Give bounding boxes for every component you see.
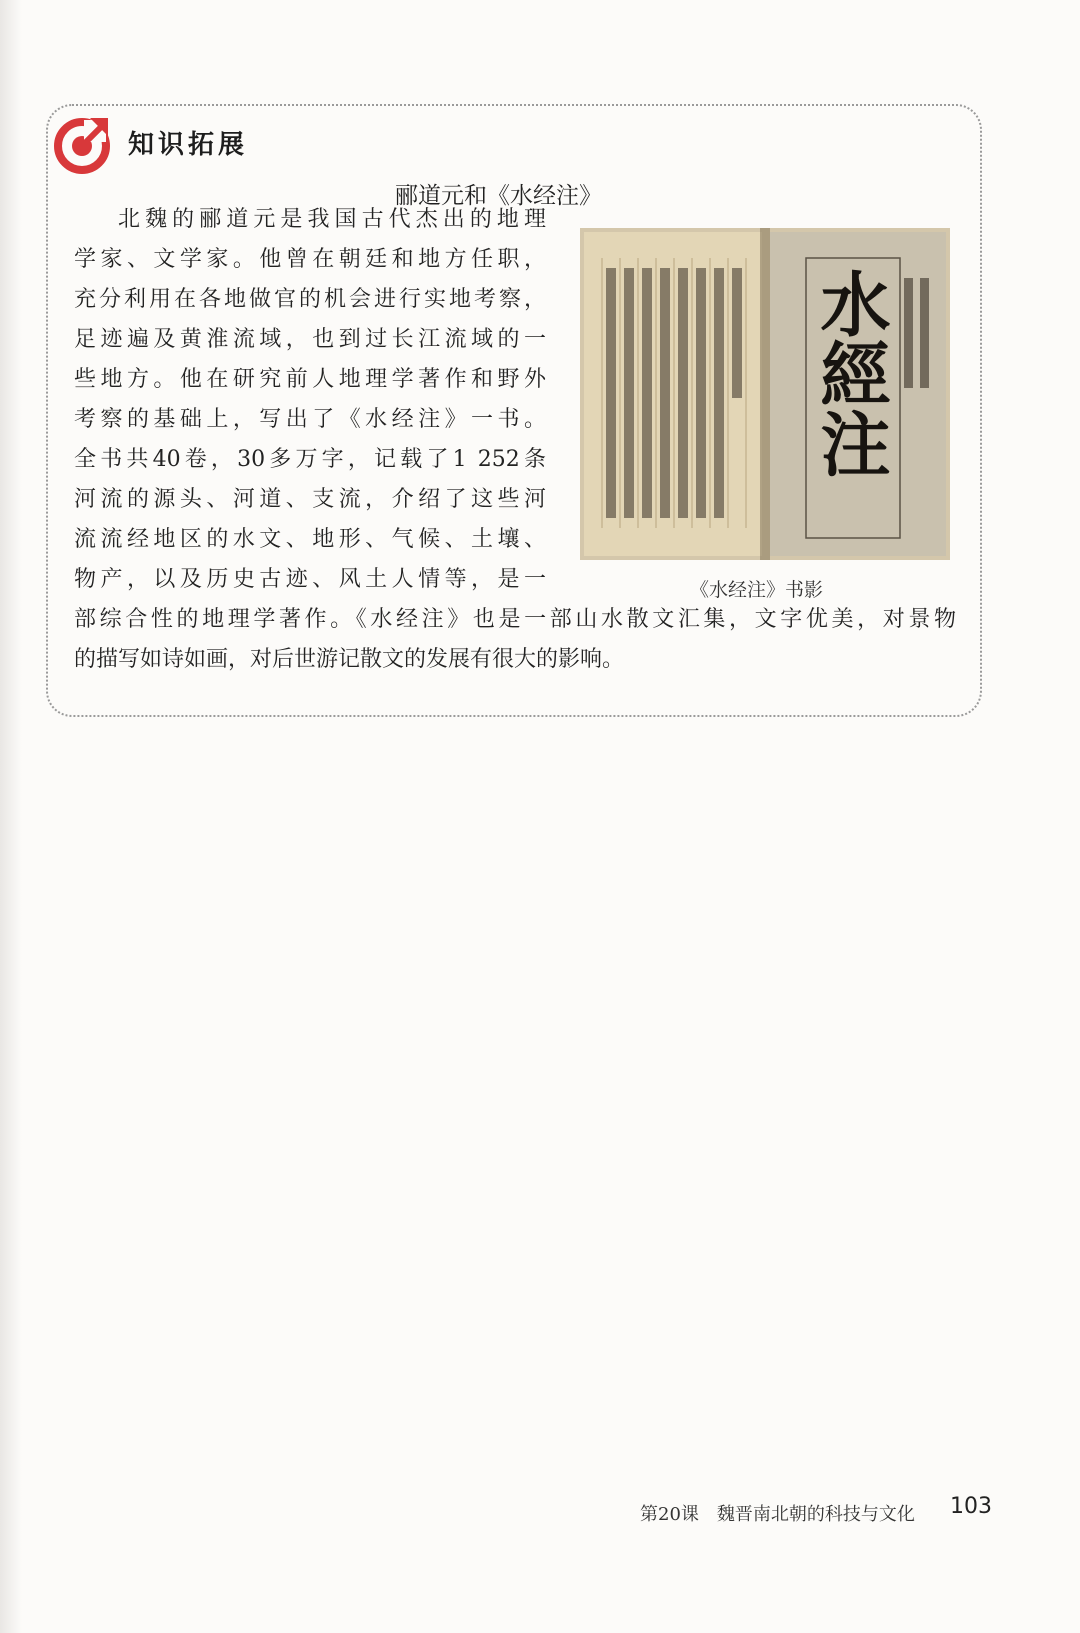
article-title: 郦道元和《水经注》 (395, 183, 602, 209)
footer-lesson-title: 第20课 魏晋南北朝的科技与文化 (640, 1504, 915, 1525)
book-cover-title: 水經注 (809, 268, 892, 478)
knowledge-expansion-icon (50, 112, 114, 176)
paragraph-line: 物产，以及历史古迹、风土人情等，是一 (74, 567, 546, 592)
paragraph-line: 河流的源头、河道、支流，介绍了这些河 (74, 487, 546, 512)
paragraph-line: 部综合性的地理学著作。《水经注》也是一部山水散文汇集，文字优美，对景物 (74, 607, 956, 632)
paragraph-line: 考察的基础上，写出了《水经注》一书。 (74, 407, 546, 432)
paragraph-line: 全书共40卷，30多万字，记载了1 252条 (74, 447, 546, 472)
paragraph-line: 充分利用在各地做官的机会进行实地考察， (74, 287, 546, 312)
page-gutter-shadow (0, 0, 22, 1633)
paragraph-line: 北魏的郦道元是我国古代杰出的地理 (118, 207, 546, 232)
book-photo (580, 228, 950, 560)
paragraph-line: 流流经地区的水文、地形、气候、土壤、 (74, 527, 546, 552)
page-number: 103 (950, 1494, 992, 1519)
paragraph-line: 些地方。他在研究前人地理学著作和野外 (74, 367, 546, 392)
box-label: 知识拓展 (128, 130, 249, 160)
paragraph-line: 的描写如诗如画，对后世游记散文的发展有很大的影响。 (74, 647, 625, 672)
paragraph-line: 足迹遍及黄淮流域，也到过长江流域的一 (74, 327, 546, 352)
paragraph-line: 学家、文学家。他曾在朝廷和地方任职， (74, 247, 546, 272)
photo-caption: 《水经注》书影 (690, 579, 824, 601)
